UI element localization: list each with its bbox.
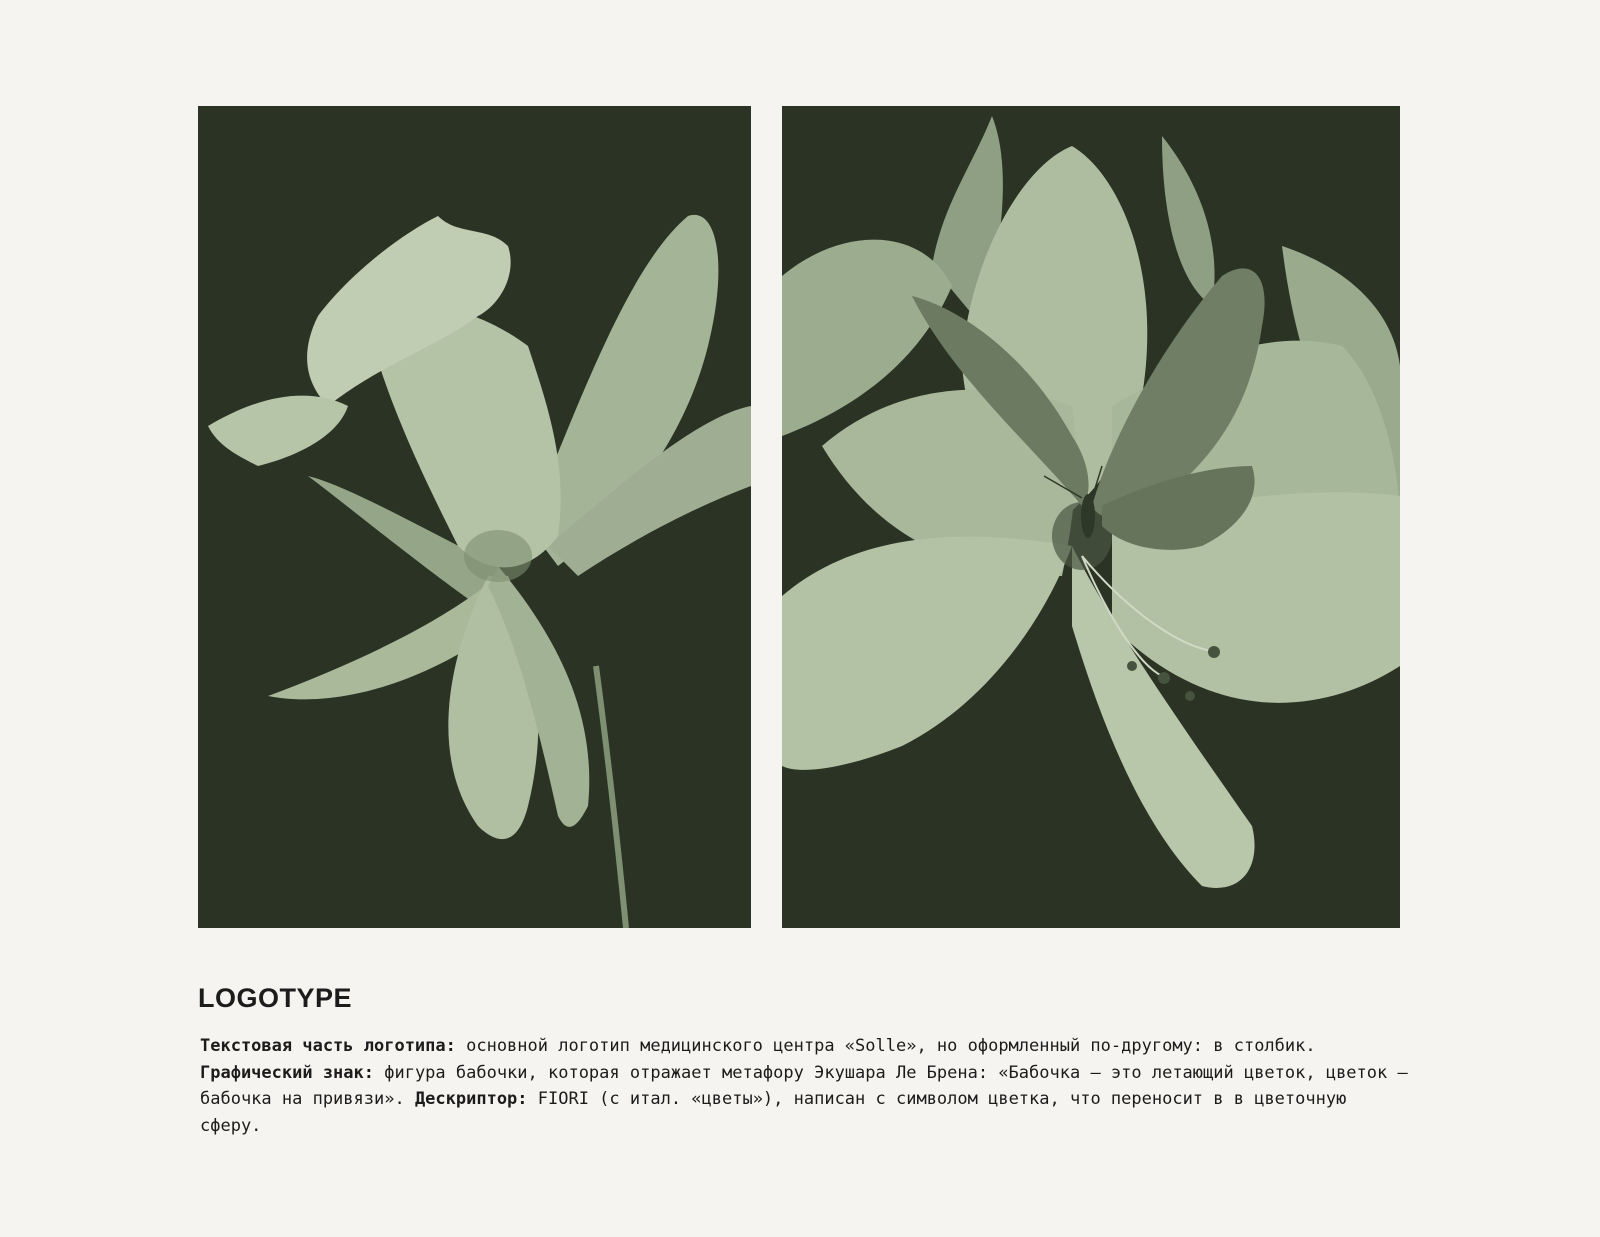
text-part-body: основной логотип медицинского центра «Solle», но оформленный по-другому: в столбик.	[455, 1036, 1316, 1056]
section-title: LOGOTYPE	[198, 983, 353, 1013]
daffodil-photo	[198, 106, 751, 928]
amaryllis-butterfly-icon	[782, 106, 1400, 928]
amaryllis-butterfly-photo	[782, 106, 1400, 928]
logotype-description	[200, 1033, 1410, 1139]
graphic-mark-label: Графический знак:	[200, 1062, 374, 1083]
descriptor-body: FIORI (с итал. «цветы»), написан с символом цветка, что переносит в в цветочную сферу.	[200, 1089, 1347, 1136]
descriptor-label: Дескриптор:	[414, 1089, 528, 1109]
graphic-mark-body: фигура бабочки, которая отражает метафору Экушара Ле Брена: «Бабочка — это летающий цветок, цветок — бабочка на привязи».	[200, 1062, 1408, 1109]
text-part-label: Текстовая часть логотипа:	[200, 1036, 456, 1056]
daffodil-icon	[198, 106, 751, 928]
